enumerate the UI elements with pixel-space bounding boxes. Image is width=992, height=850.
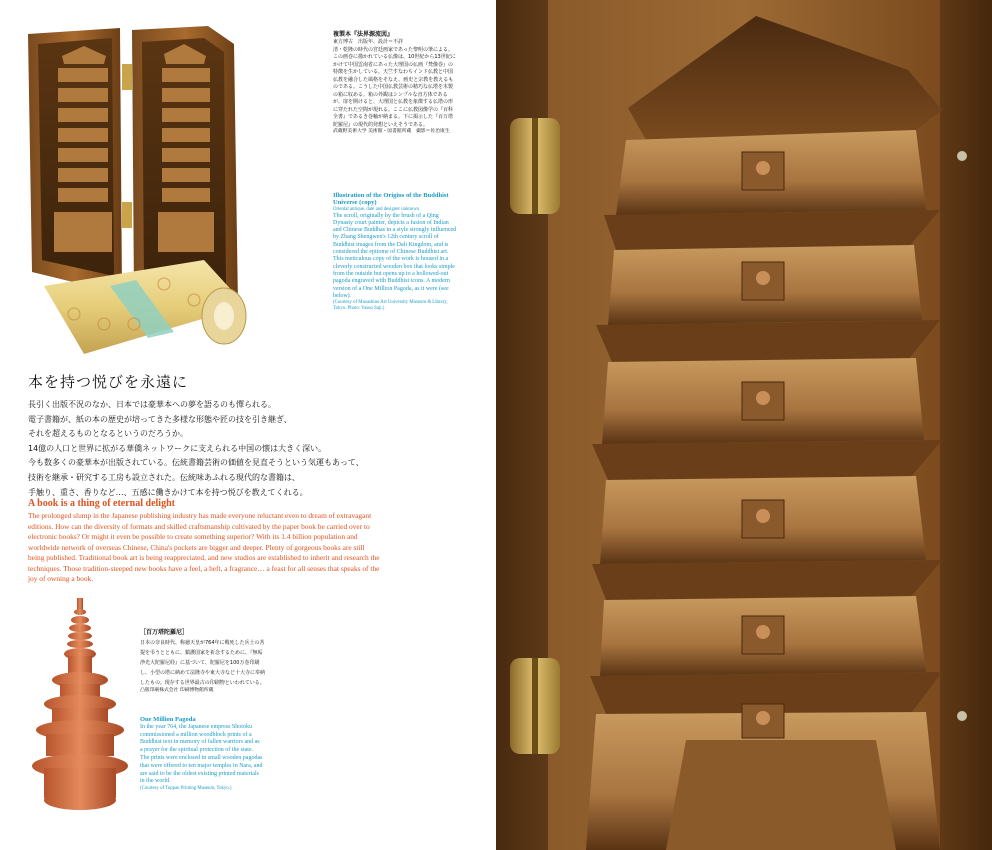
caption-top-body-en: The scroll, originally by the brush of a Qing Dynasty court painter, depicts a fusion of Indian and Chinese Buddhas in a style strongly influenced by Zhang Shengwen's 12th century scroll of Buddhist images from the Dali Kingdom, and is considered the epitome of Chinese Buddhist art. This meticulous copy of the work is housed in a cleverly constructed wooden box that looks simple from the outside but opens up to a hollowed-out pagoda engraved with Buddhist icons. A modern version of a One Million Pagoda, as it were (see below). (333, 212, 457, 299)
body-jp-line: 今も数多くの豪華本が出版されている。伝統書籍芸術の価値を見直そうという気運もあって、 (28, 458, 364, 468)
wooden-pagoda-box-photo (24, 24, 250, 364)
caption-top-title-jp: 複製本『法界源流図』 (333, 31, 394, 38)
body-jp-line: 手触り、重さ、香りなど…、五感に働きかけて本を持つ悦びを教えてくれる。 (28, 487, 308, 497)
caption-bottom-title-en: One Million Pagoda (140, 716, 196, 723)
caption-top-title-en: Illustration of the Origins of the Buddhist Universe (copy) (333, 192, 449, 207)
caption-bottom-credit-jp: 凸版印刷株式会社 印刷博物館所蔵 (140, 688, 214, 693)
caption-top-body-jp: 清・乾隆の時代の宮廷画家であった黎明の筆による。この画巻に描かれている仏像は、10世紀から13世紀にかけて中国雲南省にあった大理国の仏画『梵像巻』の特徴を生かしている。天竺すなわちインド仏教と中国仏教を融合した風格をそなえ、画史と宗教を教えるものである。こうした中国仏教芸術の精巧な仏塔を木製の箱に収める。箱の外観はシンプルな直方体であるが、扉を開けると、大理国と仏教を象徴する仏塔の形に穿たれた空間が現れる。ここに仏教図像学の『百科全書』であるき巻軸が納まる。下に掲示した『百万塔陀羅尼』の現代的発想といえそうである。 (333, 46, 456, 128)
caption-top-meta-jp: 東方博古 出版年、設計＝不詳 (333, 39, 404, 45)
body-jp-line: 電子書籍が、紙の本の歴史が培ってきた多様な形態や匠の技を引き継ぎ、 (28, 414, 292, 424)
pagoda-closeup-photo (496, 0, 992, 850)
body-jp-line: 14億の人口と世界に拡がる華僑ネットワークに支えられる中国の懐は大きく深い。 (28, 443, 327, 453)
caption-bottom-en (140, 716, 263, 792)
caption-top-credit-jp: 武蔵野美術大学 美術館・図書館所蔵 撮影＝佐治康生 (333, 129, 450, 134)
caption-top-credit-en: (Courtesy of Musashino Art University Museum & Library, Tokyo. Photo: Yasuo Saji.) (333, 300, 448, 312)
english-body: The prolonged slump in the Japanese publishing industry has made everyone reluctant even to dream of extravagant editions. How can the diversity of formats and skilled craftsmanship cultivated by the paper book be carried over to electronic books? Or might it even be possible to create something superior? With its 1.4 billion population and worldwide network of overseas Chinese, China's pockets are bigger and deeper. Plenty of gorgeous books are still being published. Traditional book art is being reappreciated, and new studios are established to inherit and research the techniques. Those tradition-steeped new books have a feel, a heft, a fragrance… a feast for all senses that speaks of the joy of owning a book. (28, 511, 380, 583)
body-jp-line: 技術を継承・研究する工房も設立された。伝統味あふれる現代的な書籍は、 (28, 472, 300, 482)
body-jp-line: 長引く出版不況のなか、日本では豪華本への夢を語るのも憚られる。 (28, 400, 276, 409)
caption-bottom-body-jp: 日本の奈良時代、称徳天皇が764年に戦死した兵士の菩提を弔うとともに、鎮護国家を祈念するために、『無垢浄光大陀羅尼経』に基づいて、陀羅尼を100万巻印刷し、小型の塔に納めて法隆寺や東大寺など十大寺に奉納したもの。現存する世界最古の印刷物といわれている。 (140, 640, 266, 686)
caption-bottom-body-en: In the year 764, the Japanese empress Shotoku commissioned a million woodblock prints of a Buddhist text in memory of fallen warriors and as a prayer for the spiritual protection of the state. The prints were enclosed in small wooden pagodas that were offered to ten major temples in Nara, and are said to be the oldest existing printed materials in the world. (140, 723, 263, 785)
caption-top-en (333, 192, 457, 312)
right-page-photo (496, 0, 992, 850)
body-jp (28, 398, 398, 500)
caption-bottom-credit-en: (Courtesy of Toppan Printing Museum, Tokyo.) (140, 786, 232, 792)
caption-bottom-jp (140, 628, 265, 694)
caption-top-jp (333, 31, 457, 135)
caption-top-meta-en: Oriental antique, date and designer unknown (333, 206, 420, 212)
caption-bottom-title-jp: ［百万塔陀羅尼］ (140, 629, 189, 636)
page-headline: 本を持つ悦びを永遠に (28, 373, 189, 391)
body-jp-line: それを超えるものとなるというのだろうか。 (28, 429, 188, 439)
one-million-pagoda-photo (30, 596, 130, 818)
english-heading: A book is a thing of eternal delight (28, 498, 175, 509)
